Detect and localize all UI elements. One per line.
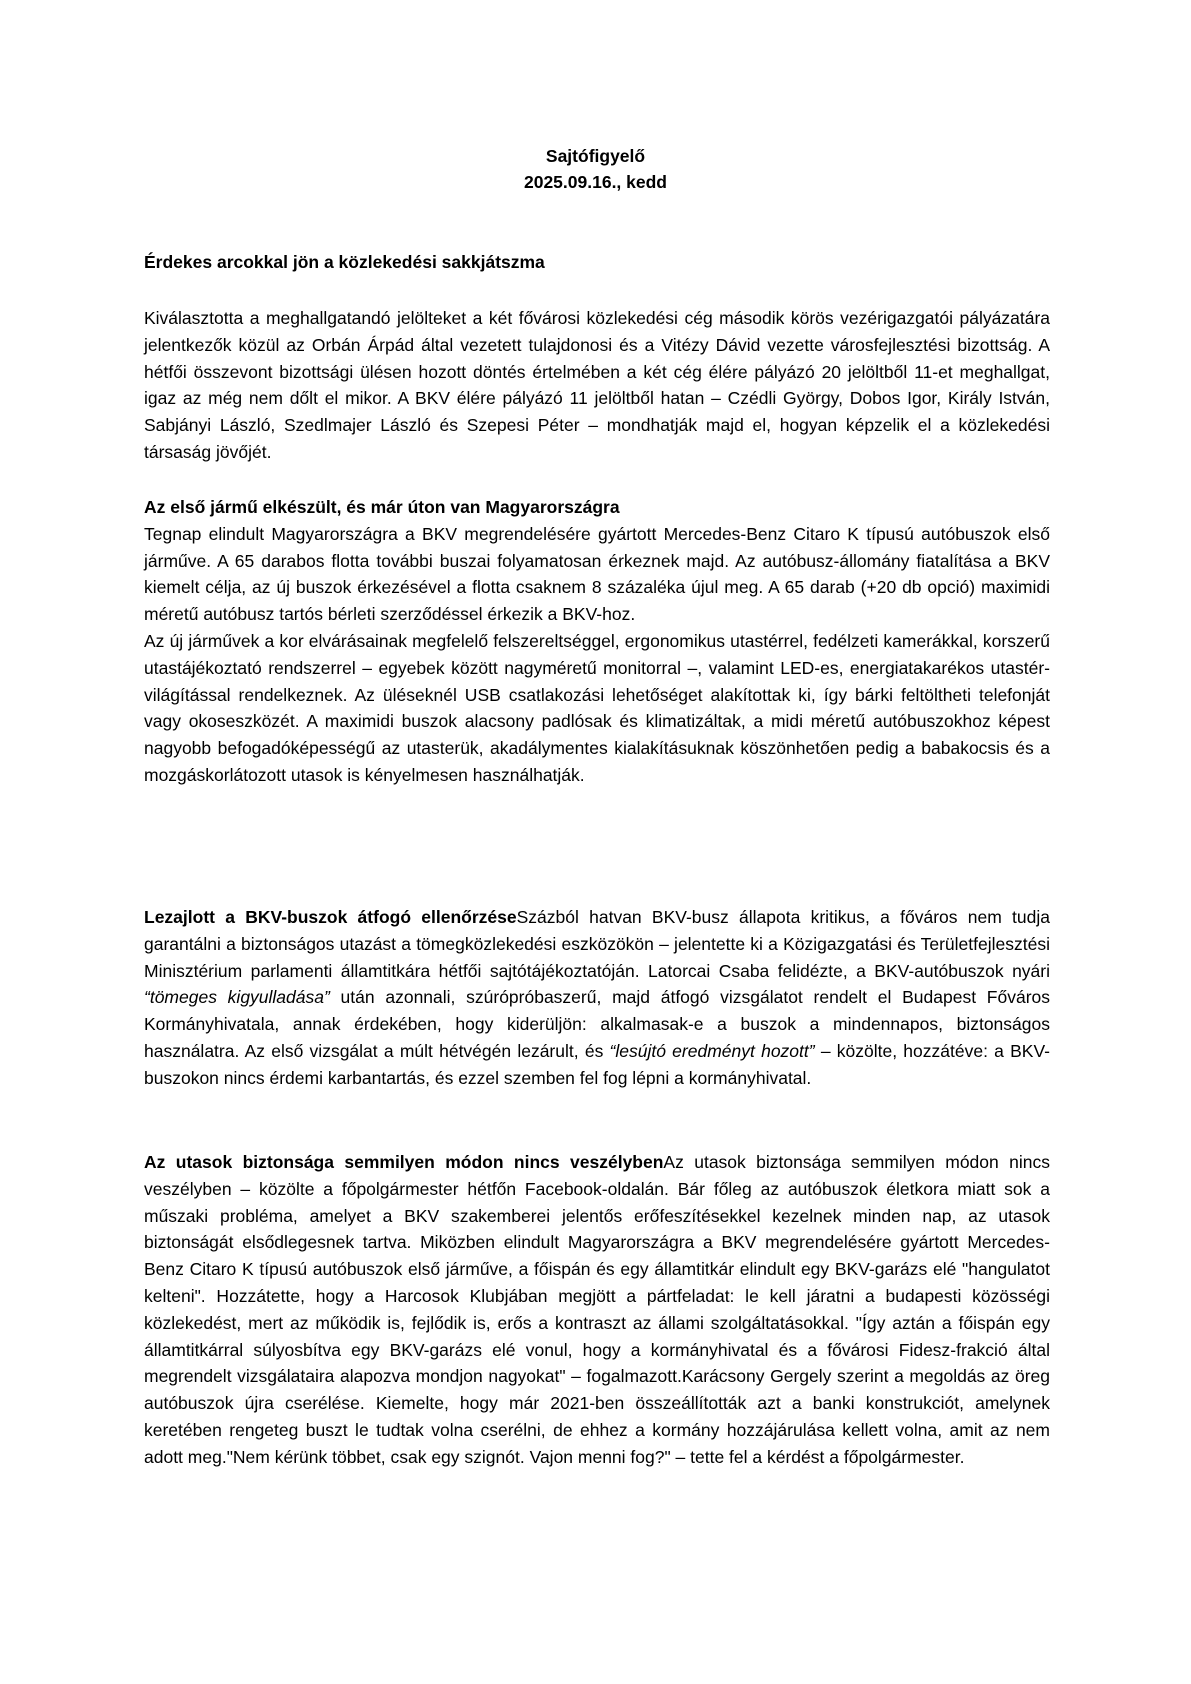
article-3-text-3: – közölte, hozzátéve: a BKV-buszokon nincs érdemi karbantartás, és ezzel szemben fel fog lépni a kormányhivatal. (144, 1040, 1050, 1088)
article-3-heading: Lezajlott a BKV-buszok átfogó ellenőrzése (144, 907, 517, 927)
document-header (0, 143, 1191, 195)
article-2-paragraph-1: Tegnap elindult Magyarországra a BKV megrendelésére gyártott Mercedes-Benz Citaro K típusú autóbuszok első járműve. A 65 darabos flotta további buszai folyamatosan érkeznek majd. Az autóbusz-állomány fiatalítása a BKV kiemelt célja, az új buszok érkezésével a flotta csaknem 8 százaléka újul meg. A 65 darab (+20 db opció) maximidi méretű autóbusz tartós bérleti szerződéssel érkezik a BKV-hoz. (144, 523, 1050, 625)
article-3-text-2: után azonnali, szúrópróbaszerű, majd átfogó vizsgálatot rendelt el Budapest Főváros Kormányhivatala, annak érdekében, hogy kiderüljön: alkalmasak-e a buszok a mindennapos, biztonságos használatra. Az első vizsgálat a múlt hétvégén lezárult, és (144, 987, 1051, 1061)
article-3 (144, 904, 1050, 1092)
article-2-heading: Az első jármű elkészült, és már úton van Magyarországra (144, 497, 620, 517)
document-title: Sajtófigyelő (545, 146, 646, 166)
article-1-body-block (144, 305, 1050, 466)
article-1-body: Kiválasztotta a meghallgatandó jelölteket a két fővárosi közlekedési cég második körös vezérigazgatói pályázatára jelentkezők közül az Orbán Árpád által vezetett tulajdonosi és a Vitézy Dávid vezette városfejlesztési bizottság. A hétfői összevont bizottsági ülésen hozott döntés értelmében a két cég élére pályázó 20 jelöltből 11-et meghallgat, igaz az még nem dőlt el mikor. A BKV élére pályázó 11 jelöltből hatan – Czédli György, Dobos Igor, Király István, Sabjányi László, Szedlmajer László és Szepesi Péter – mondhatják majd el, hogyan képzelik el a közlekedési társaság jövőjét. (144, 308, 1050, 462)
article-3-quote-2: “lesújtó eredményt hozott” (609, 1040, 815, 1061)
article-2 (144, 494, 1050, 789)
article-4-heading: Az utasok biztonsága semmilyen módon nincs veszélyben (144, 1152, 664, 1172)
article-2-paragraph-2: Az új járművek a kor elvárásainak megfelelő felszereltséggel, ergonomikus utastérrel, fedélzeti kamerákkal, korszerű utastájékoztató rendszerrel – egyebek között nagyméretű monitorral –, valamint LED-es, energiatakarékos utastér-világítással rendelkeznek. Az üléseknél USB csatlakozási lehetőséget alakítottak ki, így bárki feltöltheti telefonját vagy okoseszközét. A maximidi buszok alacsony padlósak és klimatizáltak, a midi méretű autóbuszokhoz képest nagyobb befogadóképességű az utasterük, akadálymentes kialakításuknak köszönhetően pedig a babakocsis és a mozgáskorlátozott utasok is kényelmesen használhatják. (144, 630, 1050, 785)
article-3-text-1: Százból hatvan BKV-busz állapota kritikus, a főváros nem tudja garantálni a biztonságos utazást a tömegközlekedési eszközökön – jelentette ki a Közigazgatási és Területfejlesztési Minisztérium parlamenti államtitkára hétfői sajtótájékoztatóján. Latorcai Csaba felidézte, a BKV-autóbuszok nyári (144, 907, 1050, 981)
article-1-heading: Érdekes arcokkal jön a közlekedési sakkjátszma (144, 252, 545, 272)
article-3-paragraph (144, 904, 1050, 1092)
article-1 (144, 249, 1050, 276)
document-date: 2025.09.16., kedd (523, 172, 668, 192)
article-3-quote-1: “tömeges kigyulladása” (144, 987, 330, 1008)
article-4 (144, 1149, 1050, 1471)
article-4-body: Az utasok biztonsága semmilyen módon nincs veszélyben – közölte a főpolgármester hétfőn Facebook-oldalán. Bár főleg az autóbuszok életkora miatt sok a műszaki probléma, amelyet a BKV szakemberei jelentős erőfeszítésekkel kezelnek minden nap, az utasok biztonságát elsődlegesnek tartva. Miközben elindult Magyarországra a BKV megrendelésére gyártott Mercedes-Benz Citaro K típusú autóbuszok első járműve, a főispán és egy államtitkár elindult egy BKV-garázs elé "hangulatot kelteni". Hozzátette, hogy a Harcosok Klubjában megjött a pártfeladat: le kell járatni a budapesti közösségi közlekedést, mert az működik is, fejlődik is, erős a kontraszt az állami szolgáltatásokkal. "Így aztán a főispán egy államtitkárral súlyosbítva egy BKV-garázs elé vonul, hogy a kormányhivatal és a fővárosi Fidesz-frakció által megrendelt vizsgálataira alapozva mondjon nagyokat" – fogalmazott.Karácsony Gergely szerint a megoldás az öreg autóbuszok újra cserélése. Kiemelte, hogy már 2021-ben összeállították azt a banki konstrukciót, amelynek keretében rengeteg buszt le tudtak volna cserélni, de ehhez a kormány hozzájárulása kellett volna, amit az nem adott meg."Nem kérünk többet, csak egy szignót. Vajon menni fog?" – tette fel a kérdést a főpolgármester. (144, 1152, 1050, 1467)
article-4-paragraph (144, 1149, 1050, 1471)
